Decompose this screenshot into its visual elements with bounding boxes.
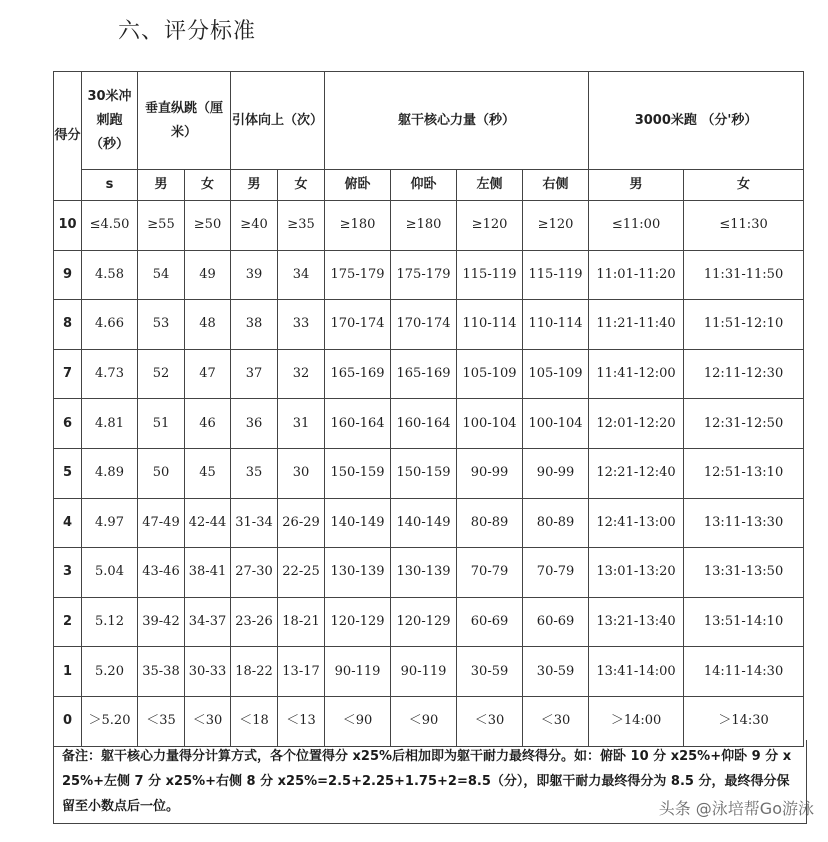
header-3000m-run: 3000米跑 （分'秒） — [589, 72, 804, 170]
subheader-left-side: 左侧 — [457, 170, 523, 201]
cell-jump-female: 46 — [185, 399, 231, 449]
cell-run-female: 12:11-12:30 — [684, 349, 804, 399]
cell-score: 6 — [54, 399, 82, 449]
cell-core-left: 110-114 — [457, 300, 523, 350]
cell-run-male: 11:01-11:20 — [589, 250, 684, 300]
cell-core-supine: 140-149 — [391, 498, 457, 548]
cell-run-female: 11:31-11:50 — [684, 250, 804, 300]
cell-run-male: ≤11:00 — [589, 201, 684, 251]
header-core-strength: 躯干核心力量（秒） — [325, 72, 589, 170]
cell-jump-female: 42-44 — [185, 498, 231, 548]
cell-core-left: 70-79 — [457, 548, 523, 598]
cell-run-female: 12:31-12:50 — [684, 399, 804, 449]
cell-pullup-male: 36 — [231, 399, 278, 449]
cell-pullup-female: ≥35 — [278, 201, 325, 251]
cell-core-right: 30-59 — [523, 647, 589, 697]
cell-score: 5 — [54, 448, 82, 498]
cell-jump-female: 38-41 — [185, 548, 231, 598]
cell-jump-male: ＜35 — [138, 696, 185, 746]
cell-core-prone: ≥180 — [325, 201, 391, 251]
cell-sprint-30m: 4.66 — [82, 300, 138, 350]
cell-pullup-male: 18-22 — [231, 647, 278, 697]
cell-pullup-male: ≥40 — [231, 201, 278, 251]
cell-score: 4 — [54, 498, 82, 548]
cell-pullup-female: 34 — [278, 250, 325, 300]
cell-jump-male: 50 — [138, 448, 185, 498]
cell-core-right: 115-119 — [523, 250, 589, 300]
cell-pullup-female: 30 — [278, 448, 325, 498]
cell-sprint-30m: ＞5.20 — [82, 696, 138, 746]
cell-pullup-female: 31 — [278, 399, 325, 449]
cell-core-left: ≥120 — [457, 201, 523, 251]
cell-run-female: 13:31-13:50 — [684, 548, 804, 598]
table-row — [54, 300, 804, 350]
cell-run-male: 11:21-11:40 — [589, 300, 684, 350]
table-row — [54, 349, 804, 399]
cell-jump-male: 43-46 — [138, 548, 185, 598]
cell-pullup-female: ＜13 — [278, 696, 325, 746]
cell-core-left: 60-69 — [457, 597, 523, 647]
table-row — [54, 250, 804, 300]
cell-sprint-30m: ≤4.50 — [82, 201, 138, 251]
cell-score: 8 — [54, 300, 82, 350]
cell-core-right: 80-89 — [523, 498, 589, 548]
header-vertical-jump: 垂直纵跳（厘米） — [138, 72, 231, 170]
header-row-2 — [54, 170, 804, 201]
cell-core-prone: 90-119 — [325, 647, 391, 697]
cell-core-prone: 175-179 — [325, 250, 391, 300]
table-row — [54, 498, 804, 548]
cell-core-prone: 160-164 — [325, 399, 391, 449]
cell-pullup-male: 23-26 — [231, 597, 278, 647]
subheader-jump-male: 男 — [138, 170, 185, 201]
cell-score: 1 — [54, 647, 82, 697]
cell-jump-male: 39-42 — [138, 597, 185, 647]
cell-pullup-male: 39 — [231, 250, 278, 300]
cell-run-male: 12:41-13:00 — [589, 498, 684, 548]
cell-score: 10 — [54, 201, 82, 251]
cell-run-male: 13:01-13:20 — [589, 548, 684, 598]
cell-score: 3 — [54, 548, 82, 598]
table-row — [54, 548, 804, 598]
subheader-pullup-male: 男 — [231, 170, 278, 201]
cell-jump-female: ≥50 — [185, 201, 231, 251]
cell-pullup-male: 31-34 — [231, 498, 278, 548]
cell-core-right: 70-79 — [523, 548, 589, 598]
page-title: 六、评分标准 — [118, 19, 257, 44]
header-row-1 — [54, 72, 804, 170]
cell-run-male: 12:01-12:20 — [589, 399, 684, 449]
cell-pullup-female: 26-29 — [278, 498, 325, 548]
cell-core-prone: ＜90 — [325, 696, 391, 746]
cell-pullup-female: 18-21 — [278, 597, 325, 647]
cell-core-right: 110-114 — [523, 300, 589, 350]
remark-note: 备注：躯干核心力量得分计算方式，各个位置得分 x25%后相加即为躯干耐力最终得分。如：俯卧 10 分 x25%+仰卧 9 分 x25%+左侧 7 分 x25%+右侧 8 分 x25%=2.5+2.25+1.75+2=8.5（分），即躯干耐力最终得分为 8.5 分，最终得分保留至小数点后一位。 — [53, 740, 807, 824]
cell-pullup-male: ＜18 — [231, 696, 278, 746]
header-sprint-30m: 30米冲刺跑（秒） — [82, 72, 138, 170]
subheader-prone: 俯卧 — [325, 170, 391, 201]
cell-core-prone: 150-159 — [325, 448, 391, 498]
cell-score: 9 — [54, 250, 82, 300]
table-row — [54, 399, 804, 449]
cell-run-female: 13:11-13:30 — [684, 498, 804, 548]
cell-jump-female: 30-33 — [185, 647, 231, 697]
header-score: 得分 — [54, 72, 82, 201]
cell-jump-female: 49 — [185, 250, 231, 300]
cell-core-prone: 120-129 — [325, 597, 391, 647]
scoring-table — [53, 71, 804, 747]
cell-jump-male: 35-38 — [138, 647, 185, 697]
subheader-supine: 仰卧 — [391, 170, 457, 201]
table-row — [54, 448, 804, 498]
cell-core-supine: 175-179 — [391, 250, 457, 300]
subheader-run-male: 男 — [589, 170, 684, 201]
cell-sprint-30m: 5.20 — [82, 647, 138, 697]
cell-core-right: 105-109 — [523, 349, 589, 399]
cell-sprint-30m: 5.12 — [82, 597, 138, 647]
watermark: 头条 @泳培帮Go游泳 — [658, 799, 814, 818]
cell-core-right: 60-69 — [523, 597, 589, 647]
cell-core-supine: 120-129 — [391, 597, 457, 647]
cell-pullup-female: 32 — [278, 349, 325, 399]
subheader-run-female: 女 — [684, 170, 804, 201]
cell-core-supine: 160-164 — [391, 399, 457, 449]
cell-jump-male: 51 — [138, 399, 185, 449]
cell-jump-female: 45 — [185, 448, 231, 498]
cell-pullup-male: 37 — [231, 349, 278, 399]
cell-core-left: 105-109 — [457, 349, 523, 399]
cell-core-right: 100-104 — [523, 399, 589, 449]
cell-sprint-30m: 4.97 — [82, 498, 138, 548]
cell-core-left: 30-59 — [457, 647, 523, 697]
cell-jump-male: ≥55 — [138, 201, 185, 251]
table-row — [54, 696, 804, 746]
cell-core-left: ＜30 — [457, 696, 523, 746]
cell-core-supine: 170-174 — [391, 300, 457, 350]
cell-pullup-male: 38 — [231, 300, 278, 350]
cell-sprint-30m: 4.89 — [82, 448, 138, 498]
cell-jump-female: 34-37 — [185, 597, 231, 647]
cell-sprint-30m: 4.81 — [82, 399, 138, 449]
cell-core-right: ≥120 — [523, 201, 589, 251]
cell-jump-male: 54 — [138, 250, 185, 300]
cell-core-left: 90-99 — [457, 448, 523, 498]
cell-run-female: ＞14:30 — [684, 696, 804, 746]
cell-run-female: 13:51-14:10 — [684, 597, 804, 647]
cell-jump-female: 48 — [185, 300, 231, 350]
cell-jump-female: 47 — [185, 349, 231, 399]
cell-run-female: 12:51-13:10 — [684, 448, 804, 498]
cell-score: 0 — [54, 696, 82, 746]
cell-jump-male: 47-49 — [138, 498, 185, 548]
cell-core-prone: 165-169 — [325, 349, 391, 399]
subheader-jump-female: 女 — [185, 170, 231, 201]
cell-core-prone: 130-139 — [325, 548, 391, 598]
cell-core-supine: 165-169 — [391, 349, 457, 399]
cell-core-prone: 170-174 — [325, 300, 391, 350]
cell-run-male: 12:21-12:40 — [589, 448, 684, 498]
cell-run-male: 13:21-13:40 — [589, 597, 684, 647]
cell-pullup-male: 35 — [231, 448, 278, 498]
cell-sprint-30m: 4.73 — [82, 349, 138, 399]
header-pull-up: 引体向上（次） — [231, 72, 325, 170]
subheader-seconds: s — [82, 170, 138, 201]
cell-score: 7 — [54, 349, 82, 399]
cell-jump-male: 53 — [138, 300, 185, 350]
cell-run-female: 14:11-14:30 — [684, 647, 804, 697]
cell-run-male: 13:41-14:00 — [589, 647, 684, 697]
cell-core-prone: 140-149 — [325, 498, 391, 548]
cell-core-right: 90-99 — [523, 448, 589, 498]
subheader-pullup-female: 女 — [278, 170, 325, 201]
cell-jump-female: ＜30 — [185, 696, 231, 746]
cell-core-supine: ＜90 — [391, 696, 457, 746]
cell-core-left: 100-104 — [457, 399, 523, 449]
cell-core-left: 115-119 — [457, 250, 523, 300]
cell-run-male: ＞14:00 — [589, 696, 684, 746]
cell-score: 2 — [54, 597, 82, 647]
cell-run-male: 11:41-12:00 — [589, 349, 684, 399]
cell-pullup-female: 13-17 — [278, 647, 325, 697]
cell-core-supine: ≥180 — [391, 201, 457, 251]
subheader-right-side: 右侧 — [523, 170, 589, 201]
cell-core-supine: 90-119 — [391, 647, 457, 697]
table-row — [54, 597, 804, 647]
cell-run-female: 11:51-12:10 — [684, 300, 804, 350]
cell-run-female: ≤11:30 — [684, 201, 804, 251]
cell-pullup-female: 22-25 — [278, 548, 325, 598]
cell-core-supine: 130-139 — [391, 548, 457, 598]
table-row — [54, 201, 804, 251]
table-row — [54, 647, 804, 697]
cell-sprint-30m: 4.58 — [82, 250, 138, 300]
cell-jump-male: 52 — [138, 349, 185, 399]
cell-core-left: 80-89 — [457, 498, 523, 548]
cell-pullup-female: 33 — [278, 300, 325, 350]
cell-core-right: ＜30 — [523, 696, 589, 746]
cell-pullup-male: 27-30 — [231, 548, 278, 598]
cell-sprint-30m: 5.04 — [82, 548, 138, 598]
cell-core-supine: 150-159 — [391, 448, 457, 498]
